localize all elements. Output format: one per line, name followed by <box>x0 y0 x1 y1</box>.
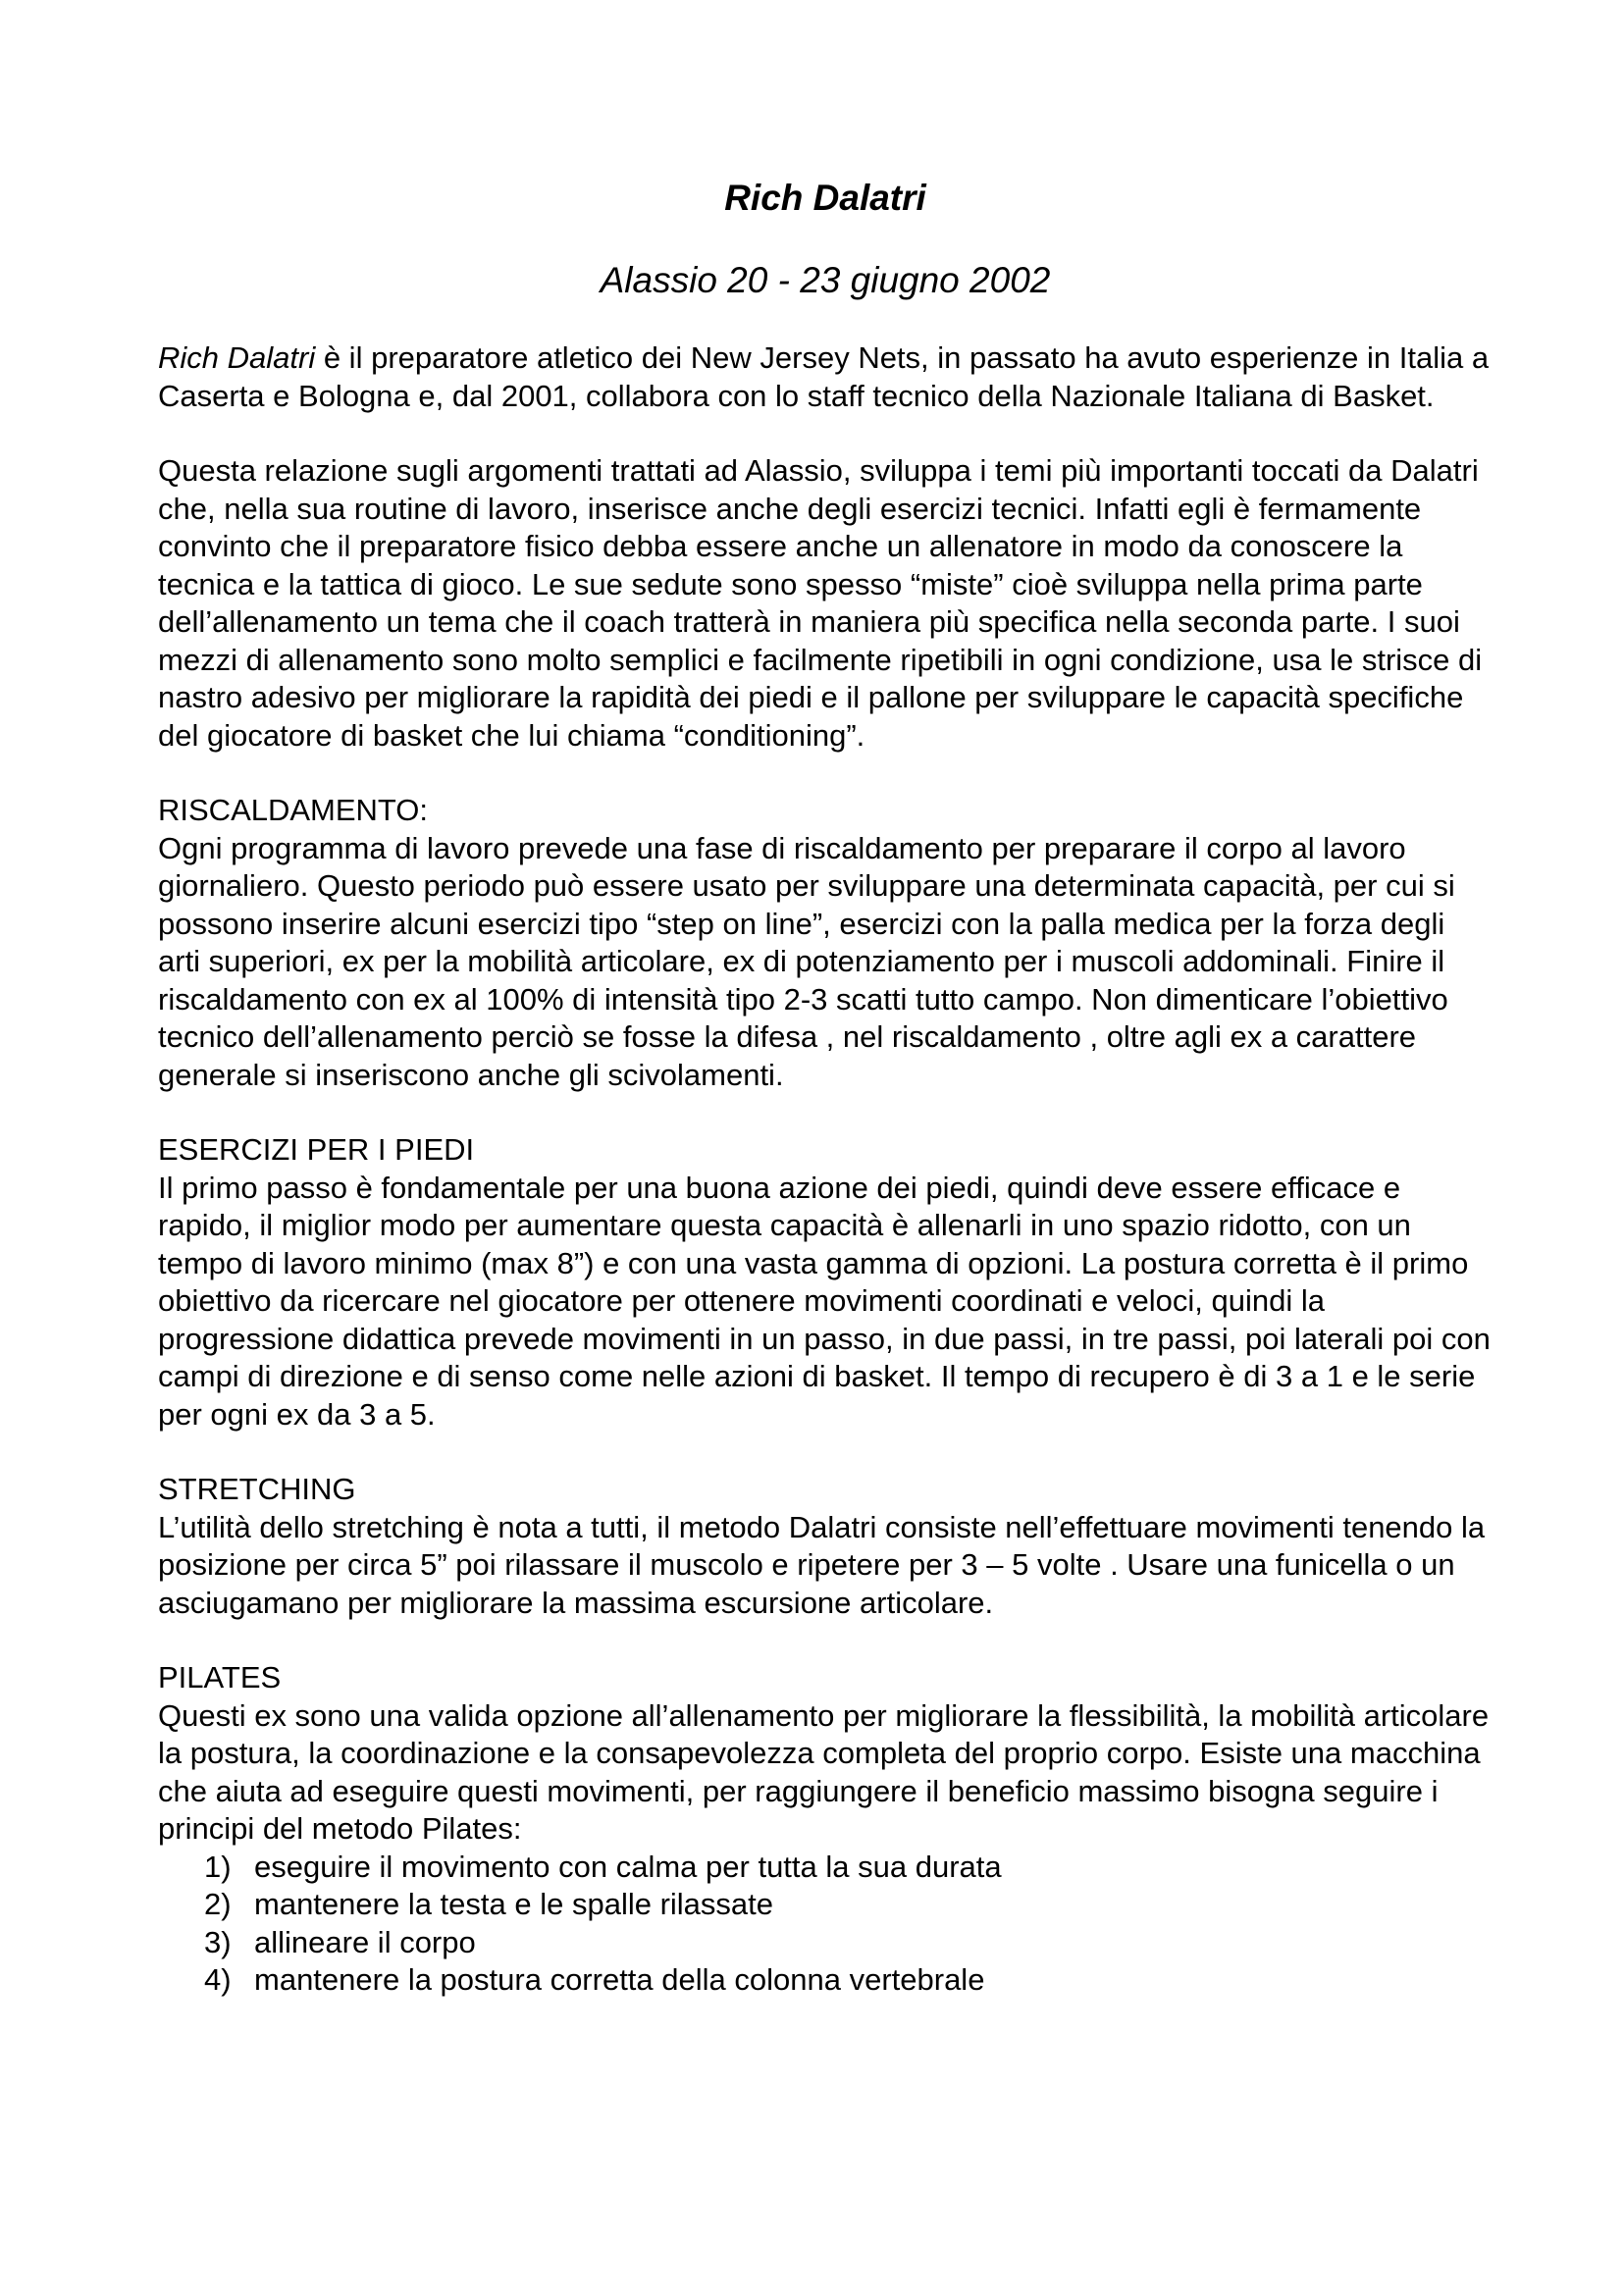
list-item-number: 2) <box>204 1887 232 1921</box>
section-heading: STRETCHING <box>158 1472 356 1506</box>
list-item <box>204 1961 1493 2000</box>
section-esercizi-piedi <box>158 1131 1493 1434</box>
list-item-number: 3) <box>204 1924 232 1959</box>
list-item-text: allineare il corpo <box>254 1924 476 1959</box>
pilates-principles-list <box>158 1849 1493 2000</box>
list-item-number: 4) <box>204 1962 232 1997</box>
section-heading: PILATES <box>158 1660 282 1694</box>
section-body: Ogni programma di lavoro prevede una fase di riscaldamento per preparare il corpo al lavoro giornaliero. Questo periodo può essere usato per sviluppare una determinata capacità, per cui si possono inserire alcuni esercizi tipo “step on line”, esercizi con la palla medica per la forza degli arti superiori, ex per la mobilità articolare, ex di potenziamento per i muscoli addominali. Finire il riscaldamento con ex al 100% di intensità tipo 2-3 scatti tutto campo. Non dimenticare l’obiettivo tecnico dell’allenamento perciò se fosse la difesa , nel riscaldamento , oltre agli ex a carattere generale si inseriscono anche gli scivolamenti. <box>158 830 1455 1092</box>
list-item <box>204 1886 1493 1924</box>
document-title: Rich Dalatri <box>724 178 926 218</box>
document-subtitle: Alassio 20 - 23 giugno 2002 <box>600 260 1051 300</box>
section-stretching <box>158 1471 1493 1622</box>
section-riscaldamento <box>158 792 1493 1094</box>
list-item-text: eseguire il movimento con calma per tutta la sua durata <box>254 1849 1002 1884</box>
section-body: L’utilità dello stretching è nota a tutti, il metodo Dalatri consiste nell’effettuare movimenti tenendo la posizione per circa 5” poi rilassare il muscolo e ripetere per 3 – 5 volte . Usare una funicella o un asciugamano per migliorare la massima escursione articolare. <box>158 1509 1486 1620</box>
section-pilates <box>158 1659 1493 2000</box>
intro-text: è il preparatore atletico dei New Jersey Nets, in passato ha avuto esperienze in Italia a Caserta e Bologna e, dal 2001, collabora con lo staff tecnico della Nazionale Italiana di Basket. <box>158 340 1490 413</box>
list-item-number: 1) <box>204 1849 232 1884</box>
list-item-text: mantenere la testa e le spalle rilassate <box>254 1887 774 1921</box>
section-body: Il primo passo è fondamentale per una buona azione dei piedi, quindi deve essere efficace e rapido, il miglior modo per aumentare questa capacità è allenarli in uno spazio ridotto, con un tempo di lavoro minimo (max 8”) e con una vasta gamma di opzioni. La postura corretta è il primo obiettivo da ricercare nel giocatore per ottenere movimenti coordinati e veloci, quindi la progressione didattica prevede movimenti in un passo, in due passi, in tre passi, poi laterali poi con campi di direzione e di senso come nelle azioni di basket. Il tempo di recupero è di 3 a 1 e le serie per ogni ex da 3 a 5. <box>158 1170 1491 1432</box>
section-heading: RISCALDAMENTO: <box>158 793 429 827</box>
list-item <box>204 1924 1493 1962</box>
intro-name: Rich Dalatri <box>158 340 316 375</box>
overview-paragraph: Questa relazione sugli argomenti trattati ad Alassio, sviluppa i temi più importanti toccati da Dalatri che, nella sua routine di lavoro, inserisce anche degli esercizi tecnici. Infatti egli è fermamente convinto che il preparatore fisico debba essere anche un allenatore in modo da conoscere la tecnica e la tattica di gioco. Le sue sedute sono spesso “miste” cioè sviluppa nella prima parte dell’allenamento un tema che il coach tratterà in maniera più specifica nella seconda parte. I suoi mezzi di allenamento sono molto semplici e facilmente ripetibili in ogni condizione, usa le strisce di nastro adesivo per migliorare la rapidità dei piedi e il pallone per sviluppare le capacità specifiche del giocatore di basket che lui chiama “conditioning”. <box>158 453 1483 753</box>
section-body: Questi ex sono una valida opzione all’allenamento per migliorare la flessibilità, la mobilità articolare la postura, la coordinazione e la consapevolezza completa del proprio corpo. Esiste una macchina che aiuta ad eseguire questi movimenti, per raggiungere il beneficio massimo bisogna seguire i principi del metodo Pilates: <box>158 1697 1490 1846</box>
document-page <box>158 177 1493 2000</box>
section-heading: ESERCIZI PER I PIEDI <box>158 1132 475 1167</box>
list-item-text: mantenere la postura corretta della colonna vertebrale <box>254 1962 985 1997</box>
list-item <box>204 1849 1493 1887</box>
intro-paragraph <box>158 339 1493 415</box>
